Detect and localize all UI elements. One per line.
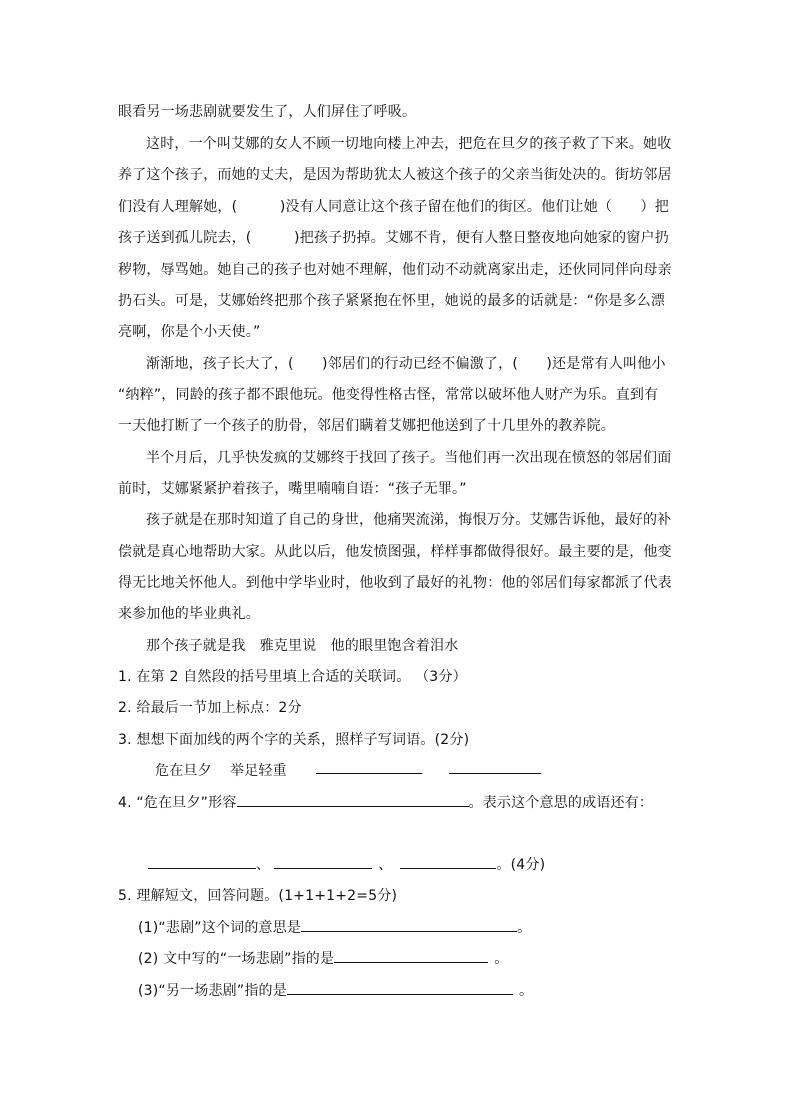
passage-line: 亮啊，你是个小天使。”: [118, 324, 261, 340]
question-4-text: 4. “危在旦夕”形容: [118, 795, 237, 811]
question-3-example-2: 举足轻重: [230, 763, 287, 779]
passage-line: 来参加他的毕业典礼。: [118, 606, 260, 622]
period: 。: [517, 920, 532, 936]
question-4-text-2: 。表示这个意思的成语还有：: [468, 795, 654, 811]
passage-line: 孩子送到孤儿院去，( )把孩子扔掉。艾娜不肯，便有人整日整夜地向她家的窗户扔: [118, 230, 669, 246]
question-3: 3. 想想下面加线的两个字的关系，照样子写词语。(2分): [118, 732, 470, 748]
separator: 、: [378, 857, 393, 873]
question-5-3-text: (3)“另一场悲剧”指的是: [138, 983, 287, 999]
passage-line: 得无比地关怀他人。到他中学毕业时，他收到了最好的礼物：他的邻居们每家都派了代表: [118, 575, 672, 591]
question-5-3: [138, 980, 533, 1001]
answer-blank[interactable]: [287, 980, 513, 995]
answer-blank[interactable]: [400, 854, 496, 869]
passage-line: “纳粹”，同龄的孩子都不跟他玩。他变得性格古怪，常常以破坏他人财产为乐。直到有: [118, 387, 659, 403]
passage-line: 眼看另一场悲剧就要发生了，人们屏住了呼吸。: [118, 104, 417, 120]
question-1: 1. 在第 2 自然段的括号里填上合适的关联词。 （3分）: [118, 669, 467, 685]
question-5-2: [138, 948, 508, 969]
question-5-1-text: (1)“悲剧”这个词的意思是: [138, 920, 302, 936]
passage-line: 扔石头。可是，艾娜始终把那个孩子紧紧抱在怀里，她说的最多的话就是：“你是多么漂: [118, 293, 666, 309]
question-5-2-text: (2) 文中写的“一场悲剧”指的是: [138, 951, 335, 967]
question-4: [118, 792, 653, 813]
question-3-example-1: 危在旦夕: [155, 763, 212, 779]
passage-line: 偿就是真心地帮助大家。从此以后，他发愤图强，样样事都做得很好。最主要的是，他变: [118, 544, 672, 560]
answer-blank[interactable]: [316, 759, 422, 774]
question-2: 2. 给最后一节加上标点：2分: [118, 700, 302, 716]
period: 。: [518, 983, 534, 999]
period: 。: [494, 951, 509, 967]
answer-blank[interactable]: [274, 854, 372, 869]
passage-line: 一天他打断了一个孩子的肋骨，邻居们瞒着艾娜把他送到了十几里外的教养院。: [118, 418, 615, 434]
question-4-score: 。(4分): [496, 857, 546, 873]
answer-blank[interactable]: [237, 792, 469, 807]
answer-blank[interactable]: [148, 854, 256, 869]
answer-blank[interactable]: [334, 948, 488, 963]
punctuation-exercise-line: 那个孩子就是我 雅克里说 他的眼里饱含着泪水: [146, 638, 459, 654]
passage-line: 养了这个孩子，而她的丈夫，是因为帮助犹太人被这个孩子的父亲当街处决的。街坊邻居: [118, 167, 672, 183]
separator: 、: [256, 857, 271, 873]
answer-blank[interactable]: [449, 759, 541, 774]
answer-blank[interactable]: [301, 917, 517, 932]
passage-line: 前时，艾娜紧紧护着孩子，嘴里喃喃自语：“孩子无罪。”: [118, 481, 467, 497]
passage-line: 这时，一个叫艾娜的女人不顾一切地向楼上冲去，把危在旦夕的孩子救了下来。她收: [146, 136, 672, 152]
passage-line: 孩子就是在那时知道了自己的身世，他痛哭流涕，悔恨万分。艾娜告诉他，最好的补: [146, 512, 672, 528]
passage-line: 们没有人理解她，( )没有人同意让这个孩子留在他们的街区。他们让她（ ）把: [118, 199, 669, 215]
question-5: 5. 理解短文，回答问题。(1+1+1+2=5分): [118, 888, 398, 904]
passage-line: 半个月后，几乎快发疯的艾娜终于找回了孩子。当他们再一次出现在愤怒的邻居们面: [146, 450, 672, 466]
passage-line: 渐渐地，孩子长大了，( )邻居们的行动已经不偏激了，( )还是常有人叫他小: [146, 356, 666, 372]
question-4-blanks: [148, 854, 545, 875]
question-5-1: [138, 917, 531, 938]
passage-line: 秽物，辱骂她。她自己的孩子也对她不理解，他们动不动就离家出走，还伙同同伴向母亲: [118, 262, 672, 278]
